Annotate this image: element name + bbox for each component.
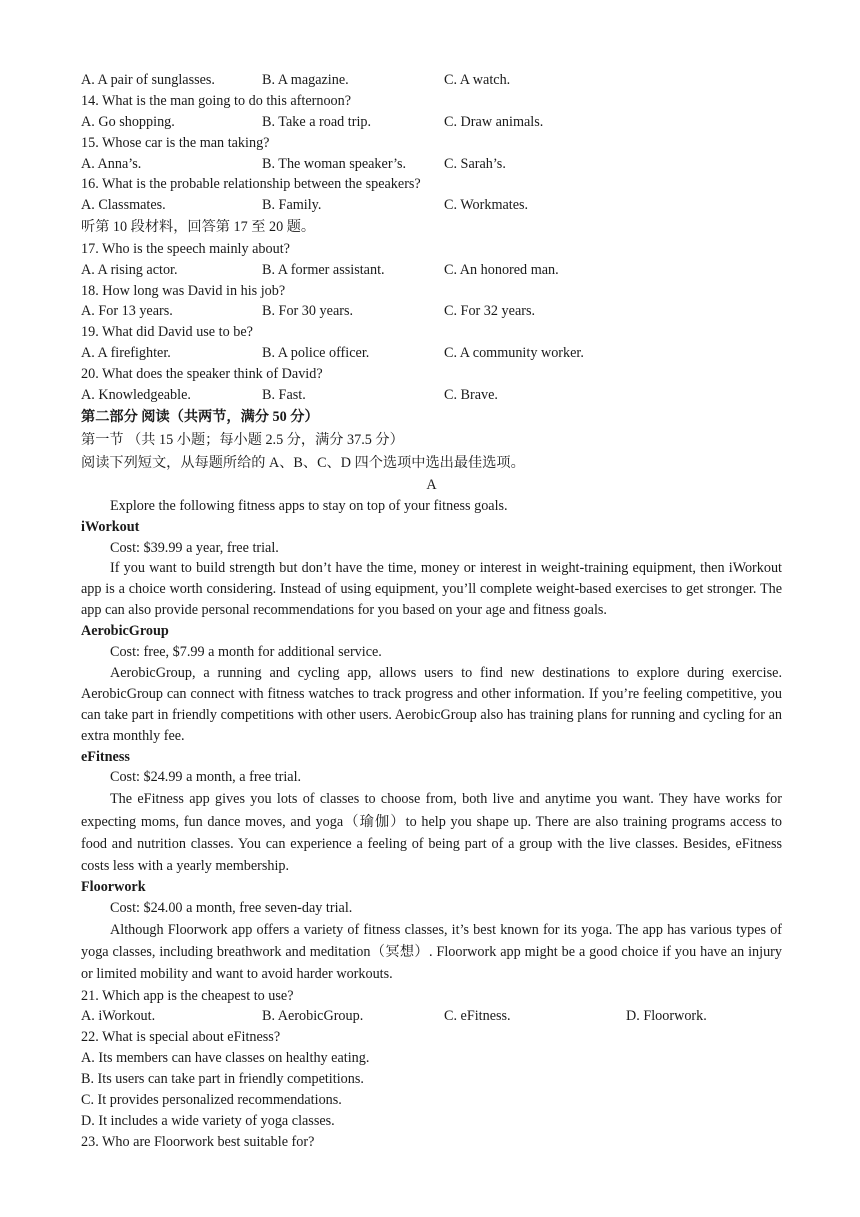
q18-option-a: A. For 13 years. — [81, 303, 173, 320]
q19-option-a: A. A firefighter. — [81, 345, 171, 362]
section-10-instruction: 听第 10 段材料，回答第 17 至 20 题。 — [81, 219, 316, 236]
q20-option-b: B. Fast. — [262, 386, 306, 403]
q16-options — [81, 195, 782, 216]
q19-question: 19. What did David use to be? — [81, 324, 253, 341]
reading-instruction: 阅读下列短文，从每题所给的 A、B、C、D 四个选项中选出最佳选项。 — [81, 454, 525, 471]
q21-option-b: B. AerobicGroup. — [262, 1008, 364, 1025]
q22-option-c: C. It provides personalized recommendations. — [81, 1091, 342, 1108]
app-name-efitness: eFitness — [81, 748, 130, 765]
q19-options — [81, 343, 782, 364]
q20-option-c: C. Brave. — [444, 386, 498, 403]
q15-option-b: B. The woman speaker’s. — [262, 155, 407, 172]
q15-options — [81, 154, 782, 175]
q13-option-c: C. A watch. — [444, 72, 511, 88]
q21-option-c: C. eFitness. — [444, 1008, 511, 1025]
q19-option-c: C. A community worker. — [444, 345, 584, 362]
q14-option-c: C. Draw animals. — [444, 113, 544, 130]
app-cost-floorwork: Cost: $24.00 a month, free seven-day trial. — [110, 900, 353, 917]
q15-question: 15. Whose car is the man taking? — [81, 134, 270, 151]
q14-option-b: B. Take a road trip. — [262, 113, 372, 130]
q13-options — [81, 70, 782, 91]
q16-question: 16. What is the probable relationship between the speakers? — [81, 176, 421, 193]
q16-option-b: B. Family. — [262, 197, 322, 214]
q21-option-d: D. Floorwork. — [626, 1008, 707, 1025]
q14-option-a: A. Go shopping. — [81, 113, 175, 130]
q17-option-a: A. A rising actor. — [81, 261, 178, 278]
q15-option-a: A. Anna’s. — [81, 155, 142, 172]
app-name-aerobicgroup: AerobicGroup — [81, 623, 169, 640]
q20-question: 20. What does the speaker think of David? — [81, 366, 323, 383]
passage-label: A — [426, 476, 437, 493]
q16-option-a: A. Classmates. — [81, 197, 166, 214]
q13-option-b: B. A magazine. — [262, 72, 349, 88]
q13-option-a: A. A pair of sunglasses. — [81, 72, 215, 88]
q22-question: 22. What is special about eFitness? — [81, 1029, 281, 1046]
q20-options — [81, 385, 782, 406]
q18-option-c: C. For 32 years. — [444, 303, 536, 320]
q22-option-d: D. It includes a wide variety of yoga classes. — [81, 1112, 335, 1129]
q23-question: 23. Who are Floorwork best suitable for? — [81, 1133, 315, 1150]
app-desc-aerobicgroup: AerobicGroup, a running and cycling app, allows users to find new destinations to explore during exercise. AerobicGroup can connect with fitness watches to track progress and other information. If you’re feeling competitive, you can take part in friendly competitions with other users. AerobicGroup also has training plans for running and cycling for an extra monthly fee. — [81, 664, 782, 744]
app-desc-iworkout: If you want to build strength but don’t have the time, money or interest in weight-training equipment, then iWorkout app is a choice worth considering. Instead of using equipment, you’ll complete weight-based exercises to get stronger. The app can also provide personal recommendations for you based on your age and fitness goals. — [81, 560, 782, 619]
q21-question: 21. Which app is the cheapest to use? — [81, 987, 294, 1004]
app-cost-iworkout: Cost: $39.99 a year, free trial. — [110, 539, 279, 556]
q21-option-a: A. iWorkout. — [81, 1008, 156, 1025]
passage-intro: Explore the following fitness apps to stay on top of your fitness goals. — [110, 497, 508, 514]
app-name-iworkout: iWorkout — [81, 518, 140, 535]
q18-options — [81, 301, 782, 322]
q17-options — [81, 260, 782, 281]
q17-question: 17. Who is the speech mainly about? — [81, 240, 290, 257]
section-one-title: 第一节 （共 15 小题；每小题 2.5 分，满分 37.5 分） — [81, 431, 404, 448]
q15-option-c: C. Sarah’s. — [444, 155, 506, 172]
q16-option-c: C. Workmates. — [444, 197, 529, 214]
q14-question: 14. What is the man going to do this afternoon? — [81, 92, 352, 109]
q22-option-b: B. Its users can take part in friendly competitions. — [81, 1071, 364, 1088]
q21-options — [81, 1006, 782, 1027]
app-desc-floorwork: Although Floorwork app offers a variety of fitness classes, it’s best known for its yoga. The app has various types of yoga classes, including breathwork and meditation（冥想）. Floorwork app might be a good choice if you have an injury or limited mobility and want to avoid harder workouts. — [81, 921, 782, 983]
part-two-title: 第二部分 阅读（共两节，满分 50 分） — [81, 408, 319, 425]
q22-option-a: A. Its members can have classes on healthy eating. — [81, 1050, 370, 1067]
q17-option-b: B. A former assistant. — [262, 261, 385, 278]
q17-option-c: C. An honored man. — [444, 261, 559, 278]
app-cost-efitness: Cost: $24.99 a month, a free trial. — [110, 769, 302, 786]
q19-option-b: B. A police officer. — [262, 345, 370, 362]
app-name-floorwork: Floorwork — [81, 879, 146, 896]
q14-options — [81, 112, 782, 133]
app-cost-aerobicgroup: Cost: free, $7.99 a month for additional service. — [110, 644, 382, 661]
q18-question: 18. How long was David in his job? — [81, 282, 286, 299]
q20-option-a: A. Knowledgeable. — [81, 386, 191, 403]
q18-option-b: B. For 30 years. — [262, 303, 354, 320]
app-desc-efitness: The eFitness app gives you lots of classes to choose from, both live and anytime you want. They have works for expecting moms, fun dance moves, and yoga（瑜伽）to help you shape up. There are also training programs access to food and nutrition classes. You can experience a feeling of being part of a group with the live classes. Besides, eFitness costs less with a yearly membership. — [81, 791, 782, 874]
exam-page — [81, 70, 782, 1153]
